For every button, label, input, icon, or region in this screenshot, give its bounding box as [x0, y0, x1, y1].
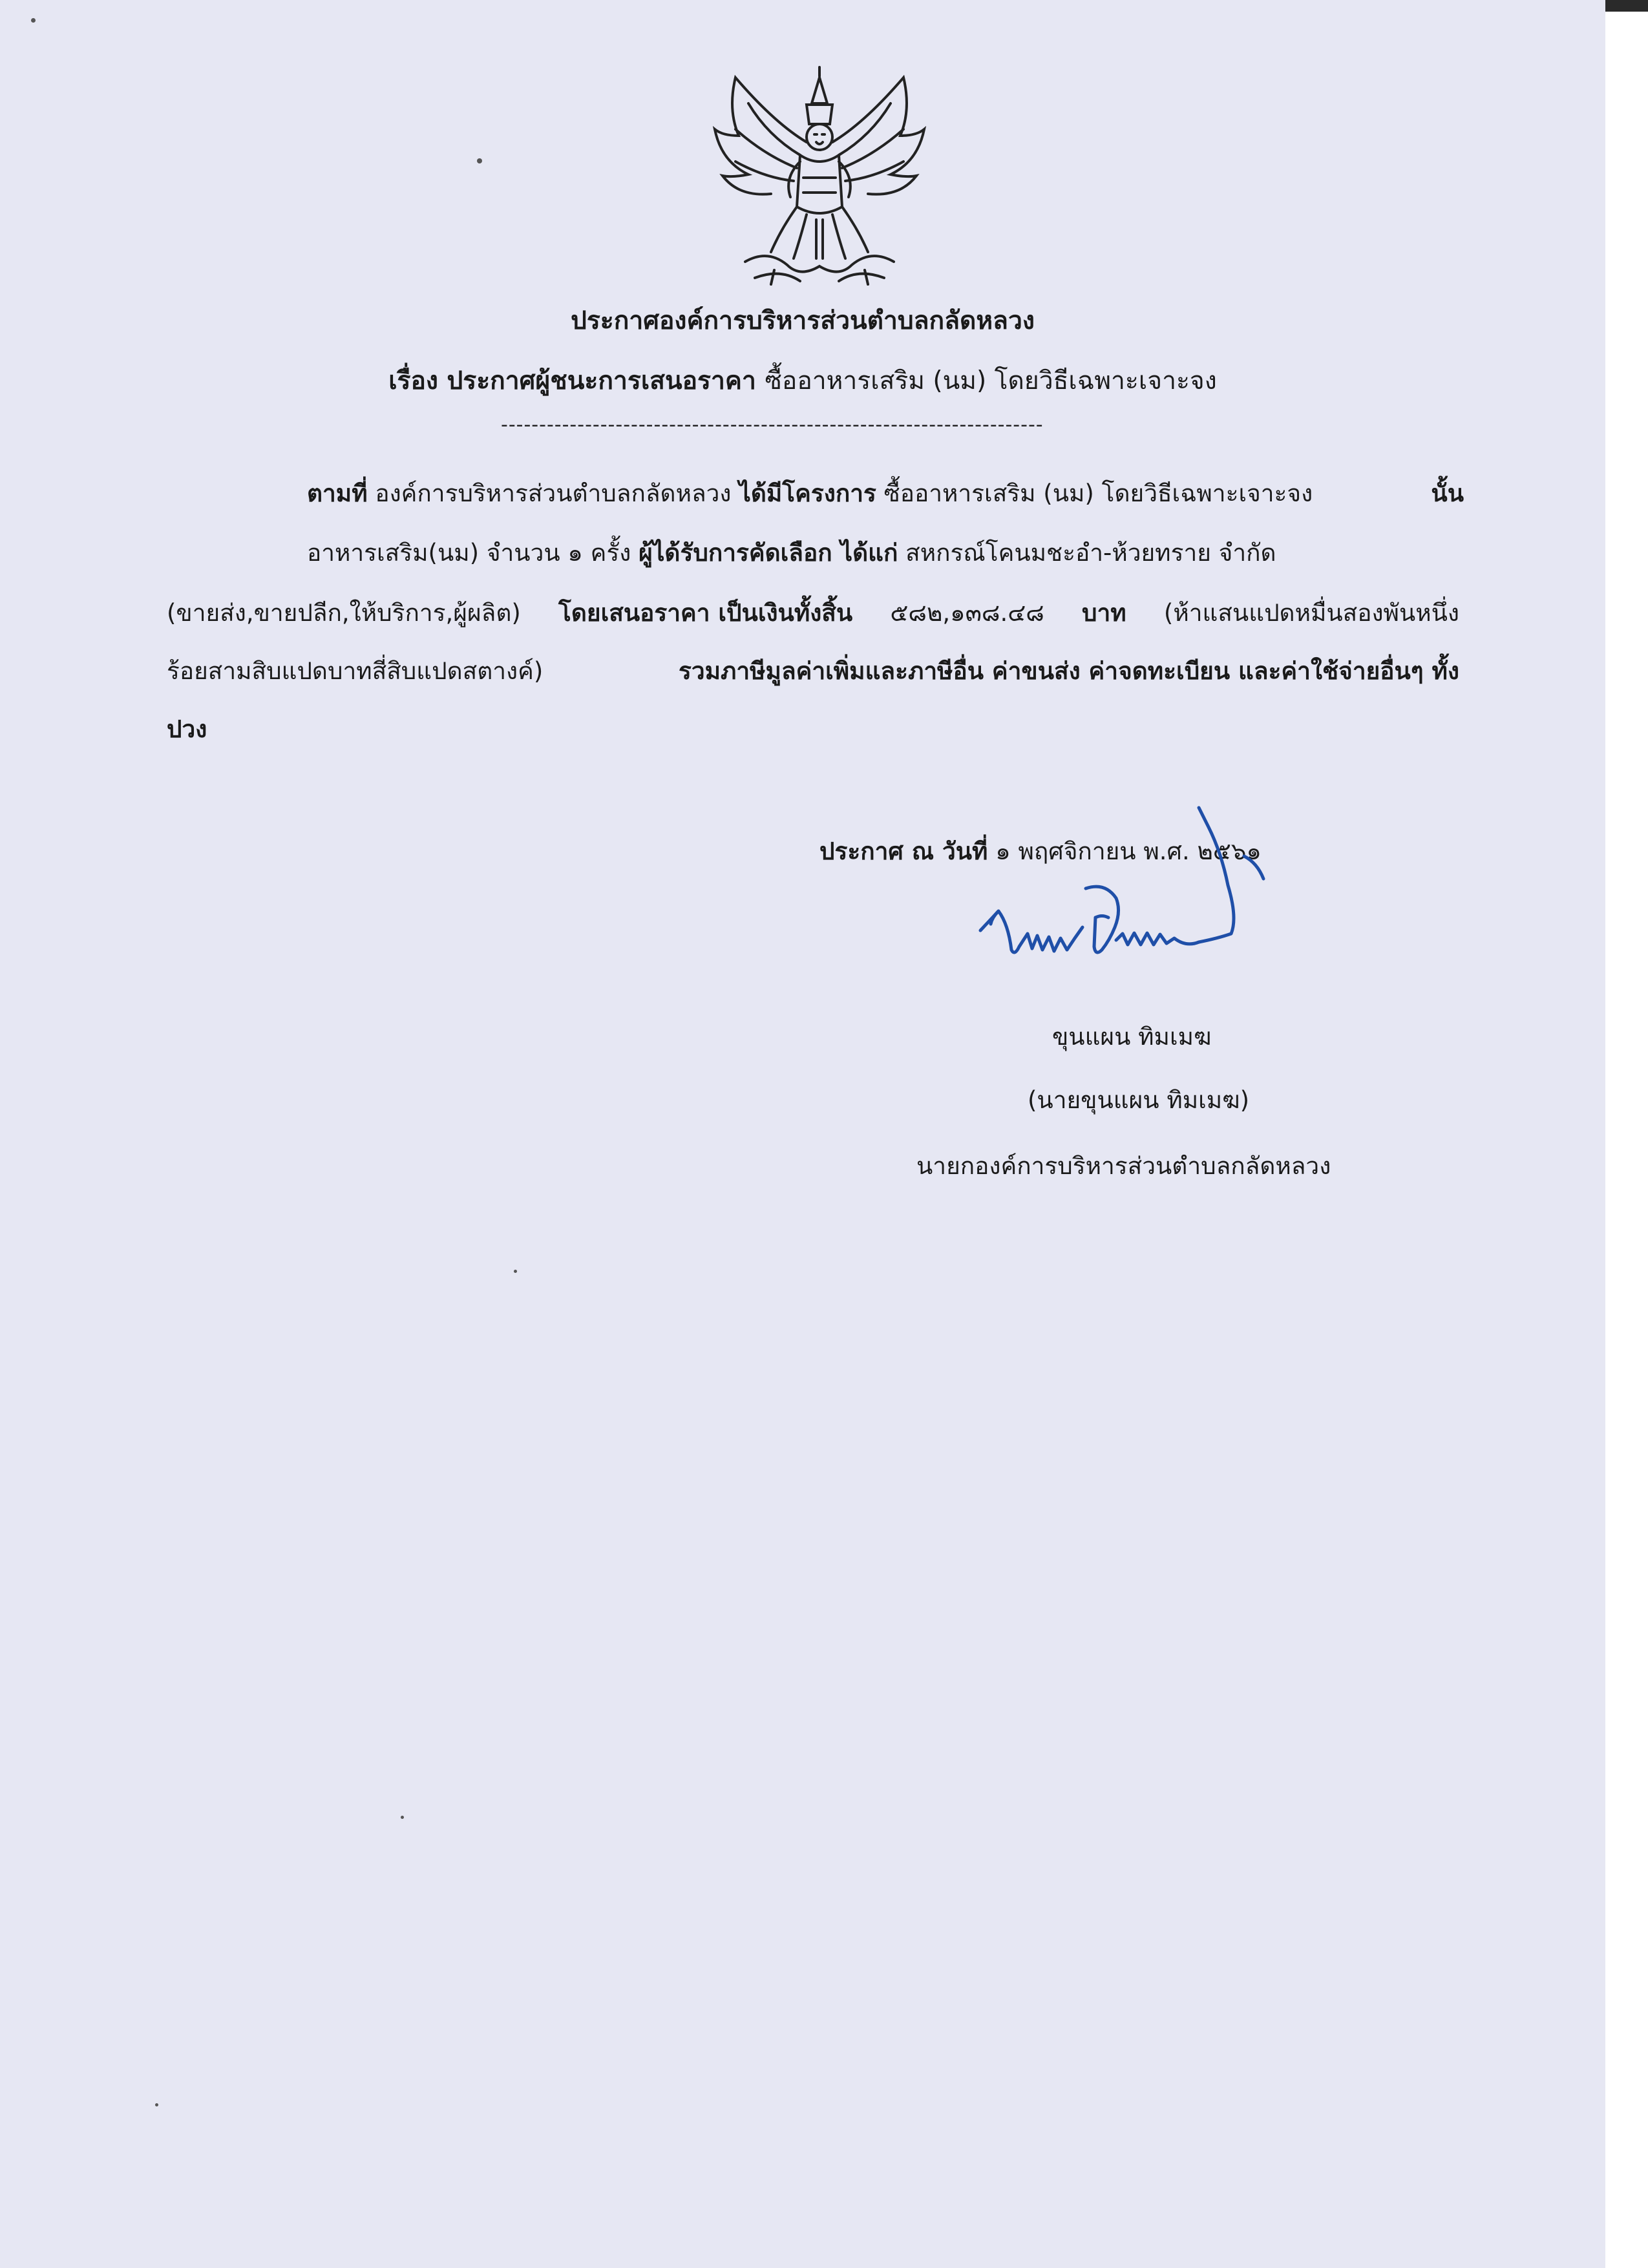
body-line-5	[167, 714, 207, 745]
body-text: (ห้าแสนแปดหมื่นสองพันหนึ่ง	[1163, 599, 1459, 627]
body-label: รวมภาษีมูลค่าเพิ่มและภาษีอื่น ค่าขนส่ง ค่าจดทะเบียน และค่าใช้จ่ายอื่นๆ ทั้ง	[678, 657, 1459, 685]
body-text: องค์การบริหารส่วนตำบลกลัดหลวง	[375, 479, 732, 507]
handwritten-signature	[973, 795, 1335, 1014]
scan-speck	[155, 2103, 158, 2106]
garuda-emblem-icon	[710, 65, 929, 288]
announcement-title: ประกาศองค์การบริหารส่วนตำบลกลัดหลวง	[571, 306, 1035, 335]
body-label: ผู้ได้รับการคัดเลือก ได้แก่	[639, 539, 898, 567]
scan-speck	[514, 1270, 517, 1273]
scan-speck	[401, 1816, 404, 1819]
body-label: นั้น	[1431, 479, 1464, 507]
scan-edge	[1605, 0, 1648, 2268]
scan-speck	[477, 158, 482, 163]
body-label: ได้มีโครงการ	[739, 479, 876, 507]
body-label: โดยเสนอราคา เป็นเงินทั้งสิ้น	[558, 599, 853, 627]
date-value: ๑ พฤศจิกายน พ.ศ. ๒๕๖๑	[995, 837, 1262, 865]
scan-shadow	[1605, 0, 1648, 12]
body-text: ร้อยสามสิบแปดบาทสี่สิบแปดสตางค์)	[167, 657, 544, 685]
body-line-2	[307, 538, 1276, 569]
price-amount: ๕๘๒,๑๓๘.๔๘	[890, 599, 1044, 627]
body-line-3	[167, 598, 1459, 629]
body-label: ปวง	[167, 715, 207, 743]
body-line-1	[307, 478, 1464, 509]
subject-label: เรื่อง ประกาศผู้ชนะการเสนอราคา	[388, 366, 756, 395]
body-label: ตามที่	[307, 479, 368, 507]
signatory-position: นายกองค์การบริหารส่วนตำบลกลัดหลวง	[916, 1152, 1331, 1180]
subject-text: ซื้ออาหารเสริม (นม) โดยวิธีเฉพาะเจาะจง	[765, 366, 1217, 395]
body-label: บาท	[1082, 599, 1126, 627]
announcement-subject	[0, 361, 1605, 401]
signatory-signed-name: ขุนแผน ทิมเมฆ	[1052, 1023, 1212, 1051]
signatory-full-name: (นายขุนแผน ทิมเมฆ)	[1028, 1086, 1250, 1114]
scan-speck	[31, 18, 36, 23]
body-line-4	[167, 656, 1459, 687]
body-text: สหกรณ์โคนมชะอำ-ห้วยทราย จำกัด	[905, 539, 1276, 567]
body-text: ซื้ออาหารเสริม (นม) โดยวิธีเฉพาะเจาะจง	[883, 479, 1313, 507]
title-divider: -----------------------------------------------------------------------	[501, 414, 1044, 436]
body-text: (ขายส่ง,ขายปลีก,ให้บริการ,ผู้ผลิต)	[167, 599, 521, 627]
date-label: ประกาศ ณ วันที่	[819, 837, 988, 865]
body-text: อาหารเสริม(นม) จำนวน ๑ ครั้ง	[307, 539, 631, 567]
